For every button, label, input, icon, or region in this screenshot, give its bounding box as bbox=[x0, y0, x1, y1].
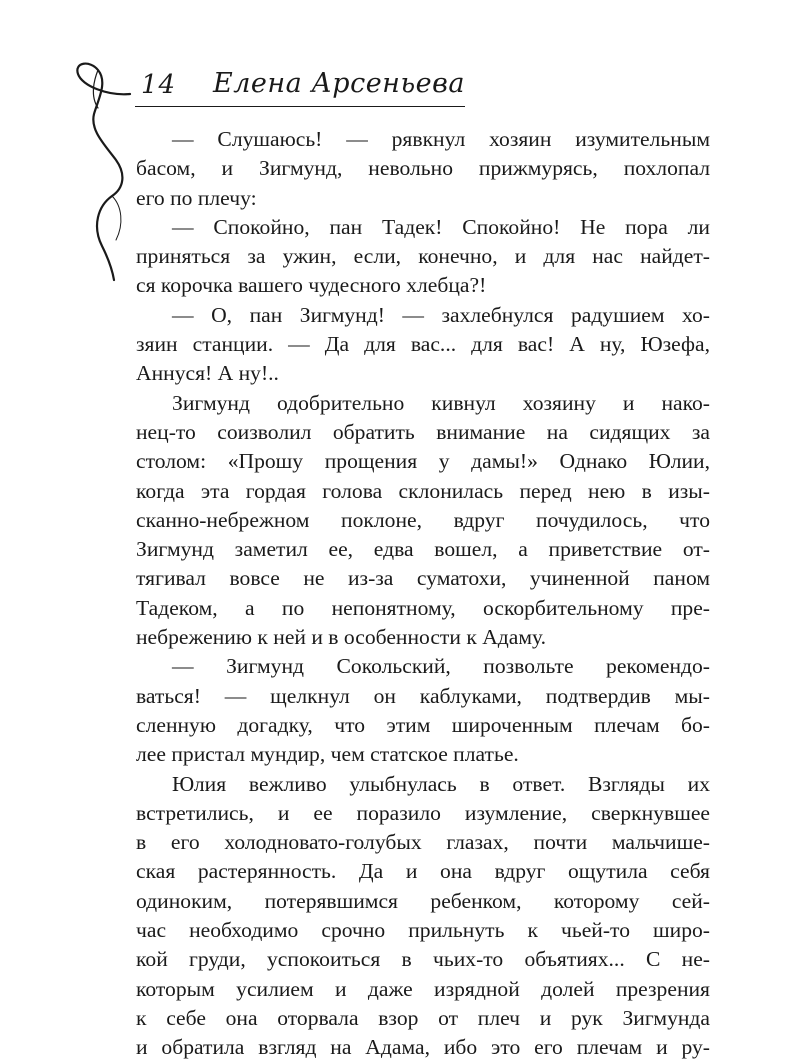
text-line: нец-то соизволил обратить внимание на сидящих за bbox=[136, 419, 710, 444]
running-head-author: Елена Арсеньева bbox=[213, 68, 465, 99]
text-line: Зигмунд заметил ее, едва вошел, а приветствие от- bbox=[136, 537, 710, 562]
body-text bbox=[136, 125, 710, 1063]
text-line: которым усилием и даже изрядной долей презрения bbox=[136, 976, 710, 1001]
text-line: — Слушаюсь! — рявкнул хозяин изумительным bbox=[172, 127, 710, 151]
text-line: — Зигмунд Сокольский, позвольте рекомендо- bbox=[172, 654, 710, 679]
text-line: кой груди, успокоиться в чьих-то объятиях... С не- bbox=[136, 947, 710, 972]
text-line: час необходимо срочно прильнуть к чьей-то широ- bbox=[136, 918, 710, 943]
text-line: Аннуся! А ну!.. bbox=[136, 361, 279, 386]
text-line: ваться! — щелкнул он каблуками, подтвердив мы- bbox=[136, 683, 710, 708]
paragraph bbox=[136, 301, 710, 389]
text-line: и обратила взгляд на Адама, ибо это его плечам и ру- bbox=[136, 1035, 710, 1060]
text-line: Зигмунд одобрительно кивнул хозяину и нако- bbox=[172, 390, 710, 415]
text-line: — Спокойно, пан Тадек! Спокойно! Не пора ли bbox=[172, 214, 710, 239]
header-rule bbox=[135, 106, 465, 107]
text-line: одиноким, потерявшимся ребенком, которому сей- bbox=[136, 888, 710, 913]
running-header bbox=[135, 68, 465, 108]
text-line: ская растерянность. Да и она вдруг ощутила себя bbox=[136, 859, 710, 884]
text-line: тягивал вовсе не из-за суматохи, учиненной паном bbox=[136, 566, 710, 591]
text-line: — О, пан Зигмунд! — захлебнулся радушием хо- bbox=[172, 302, 710, 327]
text-line: встретились, и ее поразило изумление, сверкнувшее bbox=[136, 800, 710, 825]
text-line: лее пристал мундир, чем статское платье. bbox=[136, 742, 519, 767]
text-line: столом: «Прошу прощения у дамы!» Однако Юлии, bbox=[136, 449, 710, 474]
paragraph bbox=[136, 389, 710, 653]
text-line: Юлия вежливо улыбнулась в ответ. Взгляды их bbox=[172, 771, 710, 796]
paragraph bbox=[136, 770, 710, 1063]
text-line: к себе она оторвала взор от плеч и рук Зигмунда bbox=[136, 1005, 710, 1030]
page-number: 14 bbox=[141, 70, 177, 100]
text-line: сканно-небрежном поклоне, вдруг почудилось, что bbox=[136, 507, 710, 532]
text-line: в его холодновато-голубых глазах, почти мальчише- bbox=[136, 830, 710, 855]
text-line: небрежению к ней и в особенности к Адаму. bbox=[136, 625, 547, 650]
paragraph bbox=[136, 213, 710, 301]
paragraph bbox=[136, 652, 710, 769]
text-line: Тадеком, а по непонятному, оскорбительному пре- bbox=[136, 595, 710, 620]
text-line: зяин станции. — Да для вас... для вас! А ну, Юзефа, bbox=[136, 332, 710, 357]
text-line: когда эта гордая голова склонилась перед нею в изы- bbox=[136, 478, 710, 503]
paragraph bbox=[136, 125, 710, 213]
text-line: приняться за ужин, если, конечно, и для нас найдет- bbox=[136, 244, 710, 269]
text-line: басом, и Зигмунд, невольно прижмурясь, похлопал bbox=[136, 156, 710, 181]
text-line: ся корочка вашего чудесного хлебца?! bbox=[136, 273, 487, 298]
text-line: сленную догадку, что этим широченным плечам бо- bbox=[136, 712, 710, 737]
text-line: его по плечу: bbox=[136, 185, 257, 210]
